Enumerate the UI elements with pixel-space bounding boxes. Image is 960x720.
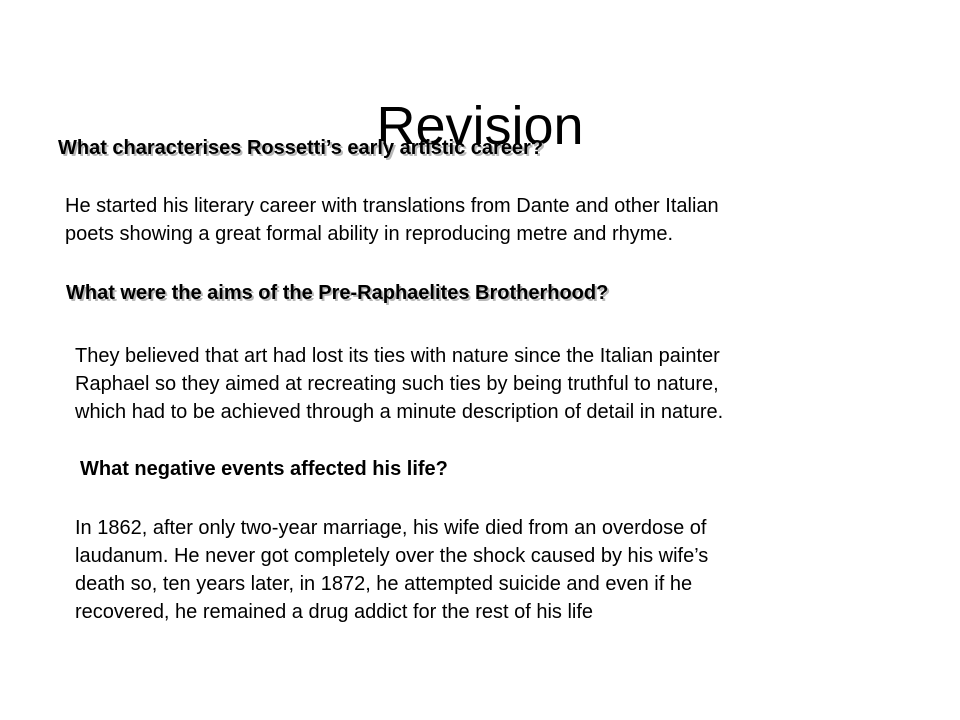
question-pre-raphaelites-aims: What were the aims of the Pre-Raphaelites Brotherhood?: [66, 282, 609, 304]
slide-title: Revision: [376, 96, 584, 157]
answer-pre-raphaelites-aims: They believed that art had lost its ties with nature since the Italian painter Raphael so they aimed at recreating such ties by being truthful to nature, which had to be achieved through a minute description of detail in nature.: [75, 345, 724, 423]
answer-negative-events: In 1862, after only two-year marriage, his wife died from an overdose of laudanum. He never got completely over the shock caused by his wife’s death so, ten years later, in 1872, he attempted suicide and even if he recovered, he remained a drug addict for the rest of his life: [75, 517, 709, 623]
question-early-career: What characterises Rossetti’s early artistic career?: [58, 137, 544, 159]
answer-early-career: He started his literary career with translations from Dante and other Italian poets showing a great formal ability in reproducing metre and rhyme.: [65, 195, 719, 245]
question-negative-events: What negative events affected his life?: [80, 458, 448, 480]
